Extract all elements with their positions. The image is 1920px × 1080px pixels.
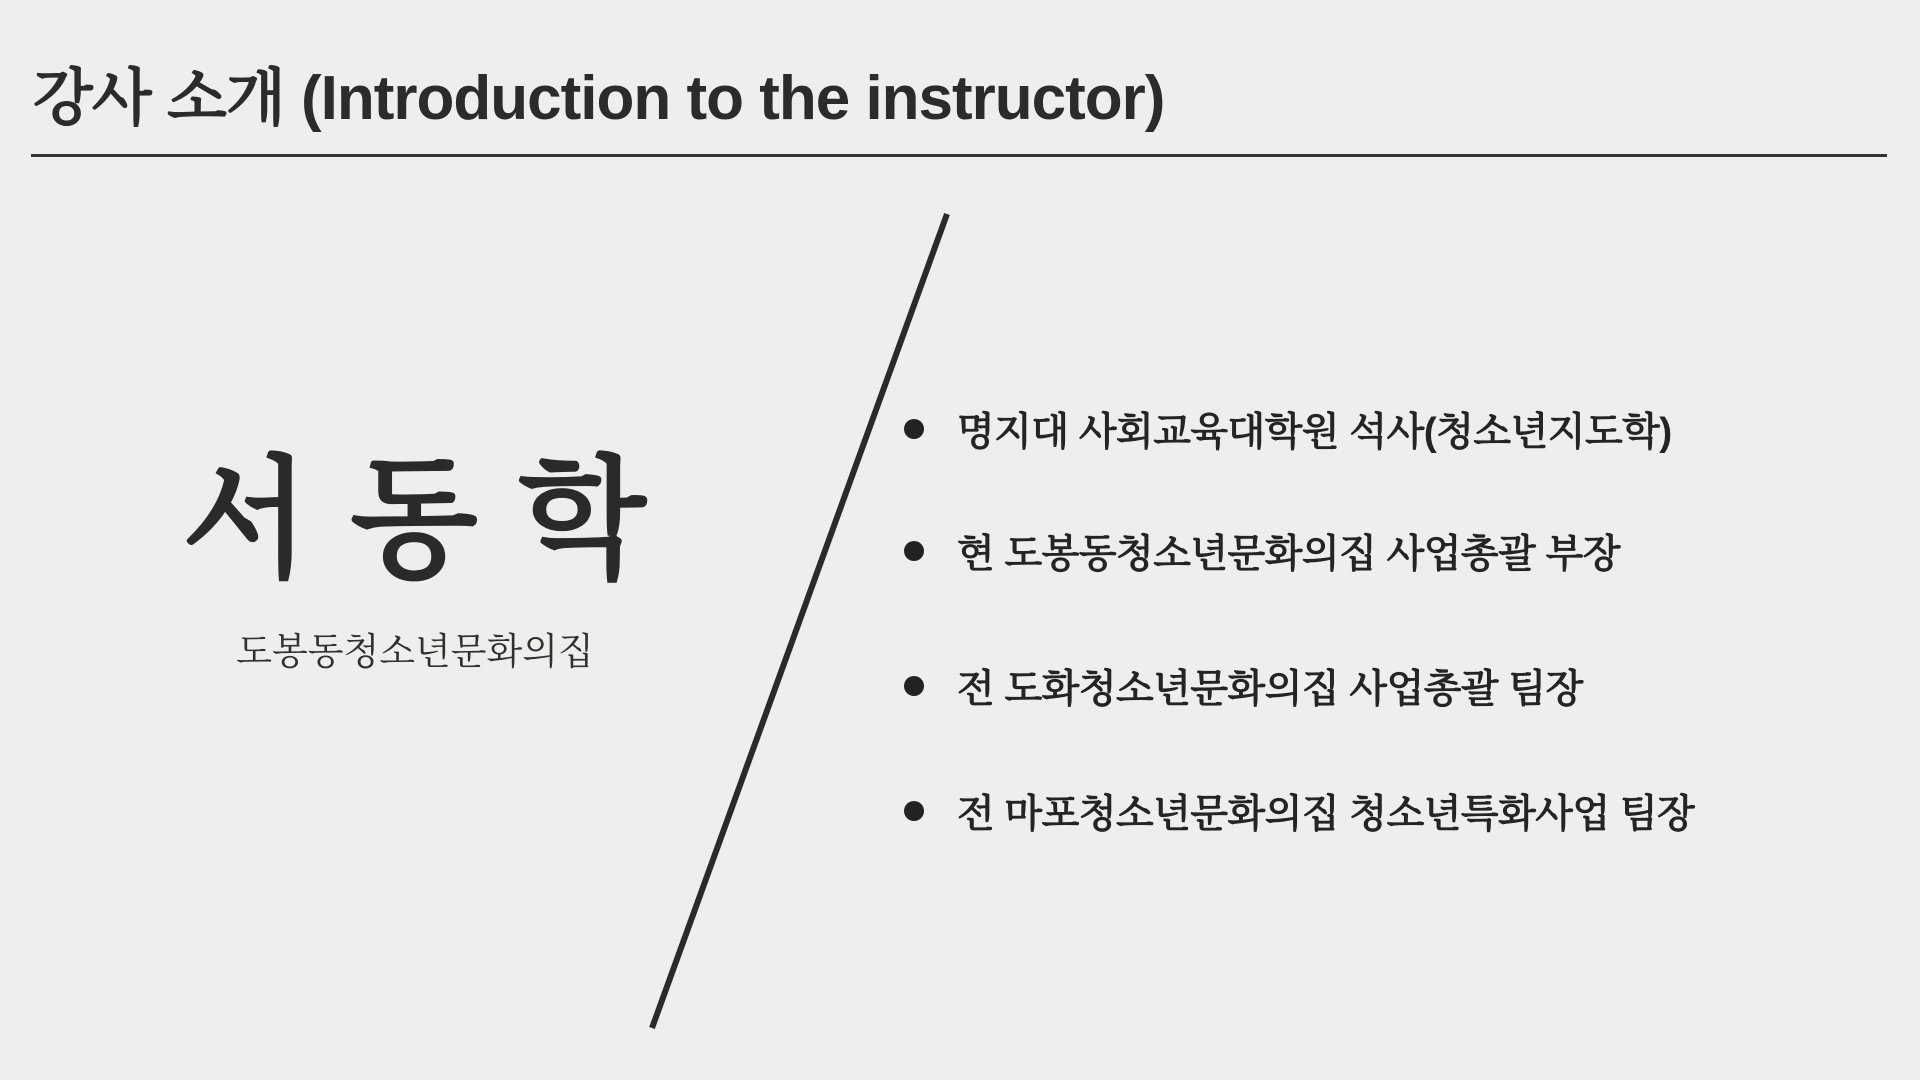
bullet-dot-icon bbox=[904, 541, 924, 561]
credential-text: 현 도봉동청소년문화의집 사업총괄 부장 bbox=[957, 533, 1620, 576]
bullet-dot-icon bbox=[904, 419, 924, 439]
instructor-name: 서 동 학 bbox=[182, 446, 648, 593]
credential-text: 전 도화청소년문화의집 사업총괄 팀장 bbox=[957, 668, 1583, 711]
list-item bbox=[904, 401, 1672, 457]
bullet-dot-icon bbox=[904, 676, 924, 696]
credential-text: 명지대 사회교육대학원 석사(청소년지도학) bbox=[957, 411, 1672, 454]
slide-title: 강사 소개 (Introduction to the instructor) bbox=[33, 64, 1165, 133]
title-divider-line bbox=[31, 154, 1887, 157]
bullet-dot-icon bbox=[904, 801, 924, 821]
list-item bbox=[904, 783, 1694, 839]
credential-text: 전 마포청소년문화의집 청소년특화사업 팀장 bbox=[957, 793, 1695, 836]
list-item bbox=[904, 658, 1583, 714]
instructor-affiliation: 도봉동청소년문화의집 bbox=[236, 631, 594, 672]
list-item bbox=[904, 523, 1620, 579]
